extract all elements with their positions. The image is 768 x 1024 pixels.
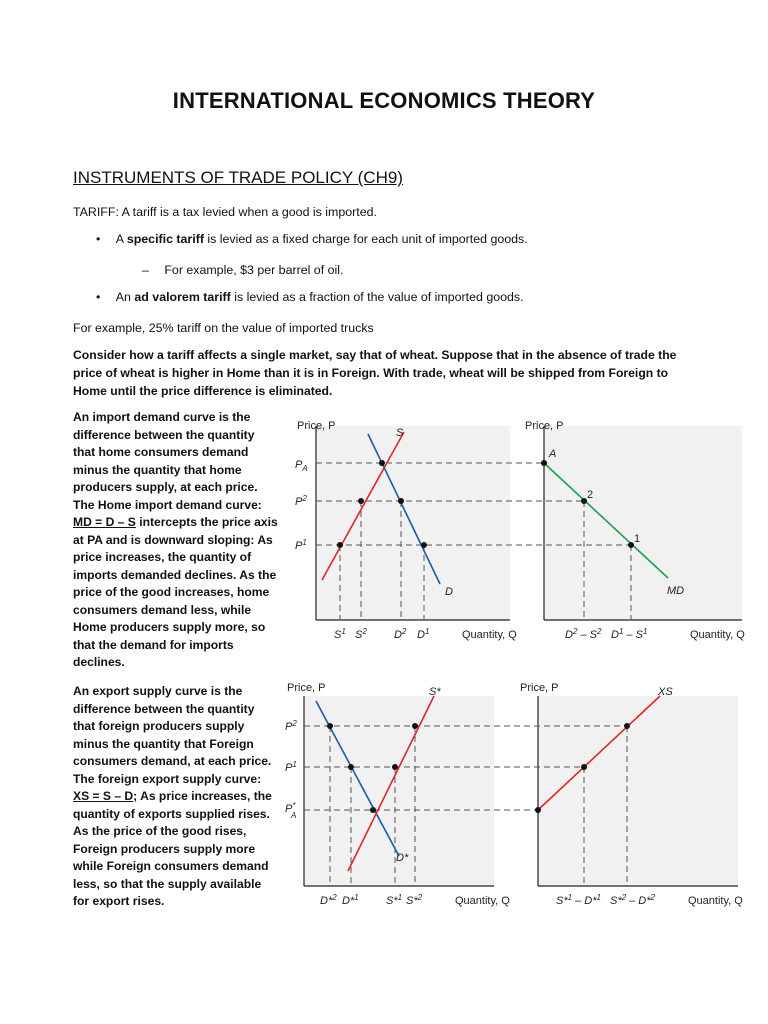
paragraph-line: Consider how a tariff affects a single market, say that of wheat. Suppose that in the absence of trade the [73,348,677,362]
xs-formula: XS = S – D; [73,789,138,803]
point-s2 [358,498,364,504]
qty-label-d1-s1: $D^1 - S^1$ [611,627,648,641]
tariff-label: TARIFF: [73,205,119,219]
consider-paragraph [73,346,713,400]
x-axis-label: Quantity, Q [455,895,510,907]
price-label-pa: $P_A$ [295,459,308,473]
point-s1 [337,542,343,548]
price-label-p2: $P^2$ [285,719,297,733]
xs-point-2 [624,723,630,729]
point-d2 [398,498,404,504]
point-s1-star [392,764,398,770]
text-line: that home consumers demand [73,445,249,459]
supply-label: S [396,427,404,439]
bullet-post: is levied as a fixed charge for each unit of imported goods. [203,232,528,246]
y-axis-label: Price, P [520,682,559,694]
qty-label-s2: $S^2$ [355,627,367,641]
qty-label-d1: $D^1$ [417,627,430,641]
bullet-dot: • [96,290,101,304]
text-line: An import demand curve is the [73,410,251,424]
point-s2-star [412,723,418,729]
bullet-specific-tariff [96,232,528,246]
x-axis-label: Quantity, Q [688,895,743,907]
text-line: for export rises. [73,894,165,908]
supply-label: S* [429,686,441,698]
text-line: imports demanded declines. As the [73,567,277,582]
panel-background [544,426,742,620]
section-heading: INSTRUMENTS OF TRADE POLICY (CH9) [73,168,403,187]
qty-label-xs2: S*$^2$ – D*$^2$ [610,893,655,907]
text-line [73,514,285,532]
equilibrium-point [379,460,385,466]
text-line: Home producers supply more, so [73,620,266,634]
text-line: As the price of the good rises, [73,824,247,838]
document-title: INTERNATIONAL ECONOMICS THEORY [172,88,596,113]
panel-background [316,426,510,620]
text-line: The Home import demand curve: [73,497,262,512]
text-line: consumers demand, at each price. [73,754,272,768]
text-line: less, so that the supply available [73,876,262,891]
md-label: MD [667,585,685,597]
xs-label: XS [658,686,673,698]
import-demand-text [73,409,285,672]
md-formula: MD = D – S [73,515,136,529]
paragraph-line: price of wheat is higher in Home than it is in Foreign. With trade, wheat will be shipped from Foreign to [73,366,669,380]
text-line: difference between the quantity [73,701,255,716]
example-line: For example, 25% tariff on the value of imported trucks [73,321,374,335]
bullet-dot: • [96,232,101,246]
qty-label-d2: $D^2$ [394,627,407,641]
price-label-p2: $P^2$ [295,494,307,508]
text-line: price increases, the quantity of [73,550,252,564]
bullet-pre: A [115,232,127,246]
sub-bullet-text: For example, $3 per barrel of oil. [164,263,344,277]
price-label-p1: $P^1$ [285,760,297,774]
y-axis-label: Price, P [297,420,336,432]
bullet-bold: ad valorem tariff [134,290,231,304]
point-2-label: 2 [587,489,594,501]
sub-bullet [142,261,343,279]
export-supply-text [73,683,285,911]
text-line: minus the quantity that home [73,462,242,477]
panel-background [538,696,738,886]
equilibrium-point [370,807,376,813]
text-line: price of the good increases, home [73,585,270,599]
text-fragment: As price increases, the [137,789,272,803]
text-line: that the demand for imports [73,637,234,652]
y-axis-label: Price, P [525,420,564,432]
bullet-bold: specific tariff [126,232,204,246]
home-market-diagram [286,412,768,648]
sub-bullet-dash: – [142,263,149,277]
text-line: that foreign producers supply [73,719,245,733]
text-line: quantity of exports supplied rises. [73,806,270,821]
qty-label-xs1: S*$^1$ – D*$^1$ [556,893,601,907]
paragraph-line: Home until the price difference is eliminated. [73,384,333,398]
text-line: while Foreign consumers demand [73,859,269,873]
text-line: minus the quantity that Foreign [73,736,254,751]
point-d2-star [327,723,333,729]
text-line [73,788,285,806]
bullet-ad-valorem-tariff [96,290,524,304]
x-axis-label: Quantity, Q [462,629,517,641]
point-a-label: A [549,448,557,460]
text-line: The foreign export supply curve: [73,771,262,786]
qty-label-d1-star: D*$^1$ [342,893,359,907]
qty-label-d2-star: D*$^2$ [320,893,337,907]
xs-intercept [535,807,541,813]
point-d1-star [348,764,354,770]
bullet-post: is levied as a fraction of the value of imported goods. [230,290,524,304]
text-line: at PA and is downward sloping: As [73,532,273,547]
text-line: declines. [73,655,125,669]
tariff-text: A tariff is a tax levied when a good is imported. [118,205,377,219]
price-label-pa-star: P* A [285,801,297,820]
text-line: consumers demand less, while [73,602,252,617]
xs-point-1 [581,764,587,770]
point-a [541,460,547,466]
point-d1 [421,542,427,548]
text-line: difference between the quantity [73,427,255,442]
demand-label: D [445,586,453,598]
tariff-definition [73,203,377,221]
y-axis-label: Price, P [287,682,326,694]
text-fragment: intercepts the price axis [135,515,278,529]
demand-label: D* [396,852,409,864]
text-line: Foreign producers supply more [73,841,256,856]
text-line: An export supply curve is the [73,684,243,698]
price-label-p1: $P^1$ [295,538,307,552]
qty-label-s2-star: S*$^2$ [406,893,423,907]
foreign-market-diagram [282,678,768,914]
qty-label-s1: $S^1$ [334,627,346,641]
point-1-label: 1 [634,533,641,545]
bullet-pre: An [115,290,135,304]
text-line: producers supply, at each price. [73,480,258,494]
qty-label-s1-star: S*$^1$ [386,893,403,907]
qty-label-d2-s2: $D^2 - S^2$ [565,627,602,641]
x-axis-label: Quantity, Q [690,629,745,641]
